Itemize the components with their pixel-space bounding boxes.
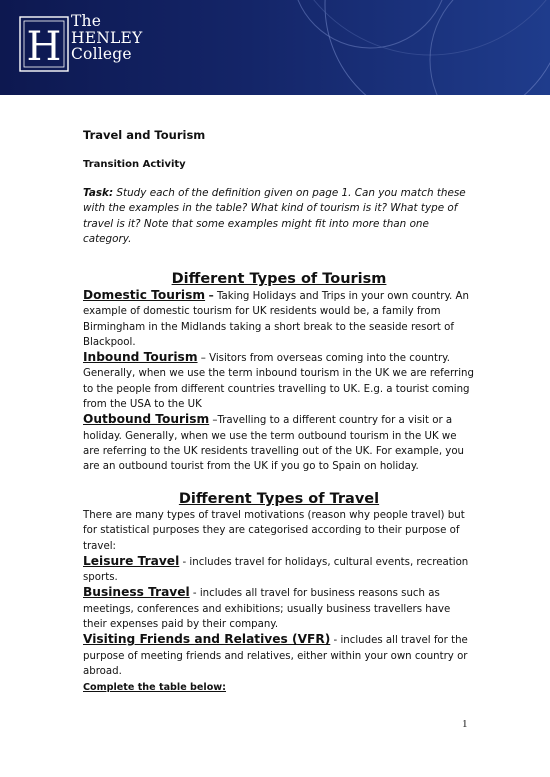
term-domestic: Domestic Tourism	[83, 288, 206, 302]
header-banner	[0, 0, 550, 95]
term-vfr: Visiting Friends and Relatives (VFR)	[83, 632, 331, 647]
term-inbound: Inbound Tourism	[83, 350, 198, 365]
tourism-section	[83, 270, 475, 475]
college-logo	[18, 13, 158, 73]
task-text: Study each of the definition given on page 1. Can you match these with the examples in the table? What kind of tourism is it? What type of travel is it? Note that some examples might fit into more than one category.	[83, 187, 466, 246]
travel-section	[83, 490, 475, 679]
logo-line-college: College	[71, 45, 132, 63]
logo-h-mark	[18, 15, 70, 73]
travel-heading: Different Types of Travel	[178, 491, 380, 507]
complete-table-instruction: Complete the table below:	[83, 682, 227, 693]
document-subtitle: Transition Activity	[83, 159, 186, 170]
svg-text:H: H	[26, 24, 62, 70]
page-number: 1	[462, 718, 468, 730]
term-leisure: Leisure Travel	[83, 553, 180, 568]
term-business: Business Travel	[83, 585, 190, 600]
tourism-heading: Different Types of Tourism	[171, 271, 387, 287]
definition-domestic: Domestic Tourism – Taking Holidays and Trips in your own country. An example of domestic tourism for UK residents would be, a family from Birmingham in the Midlands taking a short break to the seaside resort of Blackpool.	[83, 288, 469, 348]
definition-vfr: Visiting Friends and Relatives (VFR) - includes all travel for the purpose of meeting friends and relatives, either within your own country or abroad.	[83, 632, 468, 677]
definition-outbound: Outbound Tourism –Travelling to a different country for a visit or a holiday. Generally, when we use the term outbound tourism in the UK we are referring to the UK residents travelling out of the UK. For example, you are an outbound tourist from the UK if you go to Spain on holiday.	[83, 412, 465, 473]
logo-wordmark	[71, 13, 142, 63]
task-label: Task:	[83, 187, 114, 199]
document-title: Travel and Tourism	[83, 128, 206, 142]
task-instructions	[83, 186, 473, 248]
term-outbound: Outbound Tourism	[83, 412, 210, 427]
definition-business: Business Travel - includes all travel for business reasons such as meetings, conferences and exhibitions; usually business travellers have their expenses paid by their company.	[83, 585, 451, 631]
logo-line-henley: HENLEY	[71, 28, 143, 47]
logo-line-the: The	[71, 12, 102, 30]
definition-inbound: Inbound Tourism – Visitors from overseas coming into the country. Generally, when we use the term inbound tourism in the UK we are referring to the people from different countries travelling to UK. E.g. a tourist coming from the USA to the UK	[83, 350, 474, 411]
definition-leisure: Leisure Travel - includes travel for holidays, cultural events, recreation sports.	[83, 553, 469, 584]
travel-intro: There are many types of travel motivations (reason why people travel) but for statistical purposes they are categorised according to their purpose of travel:	[83, 510, 465, 552]
